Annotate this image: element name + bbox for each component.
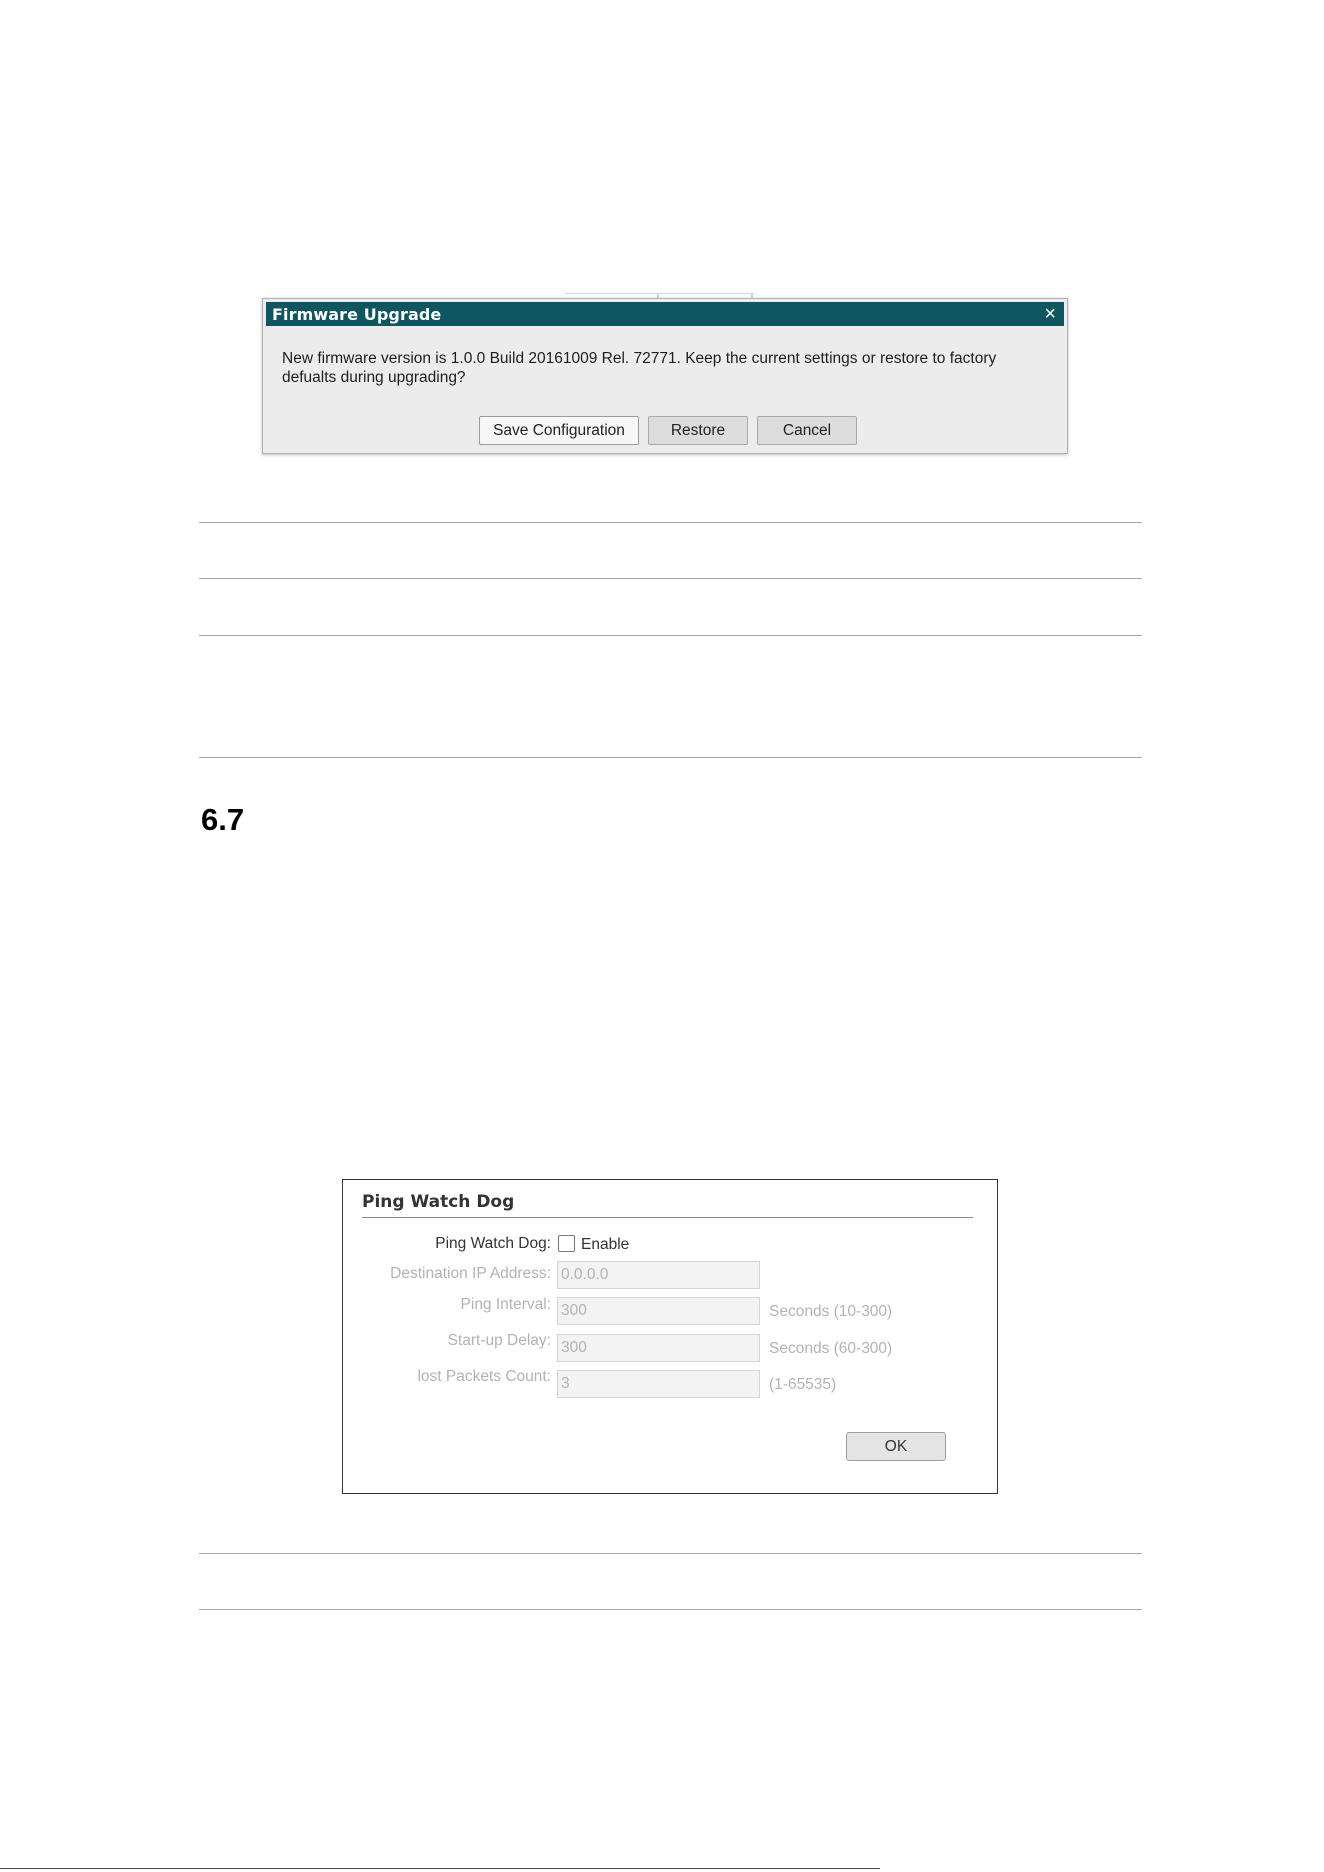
- ok-button[interactable]: OK: [846, 1432, 946, 1461]
- divider-rule: [199, 635, 1142, 636]
- enable-checkbox-label[interactable]: Enable: [581, 1236, 630, 1253]
- dialog-message: New firmware version is 1.0.0 Build 20161009 Rel. 72771. Keep the current settings or restore to factory defualts during upgrading?: [282, 350, 997, 386]
- lost-packets-hint: (1-65535): [769, 1376, 837, 1393]
- ping-interval-label: Ping Interval:: [460, 1296, 551, 1313]
- save-configuration-button[interactable]: Save Configuration: [479, 416, 639, 445]
- divider-rule: [199, 757, 1142, 758]
- startup-delay-input[interactable]: [557, 1334, 760, 1362]
- divider-rule: [199, 578, 1142, 579]
- panel-title: Ping Watch Dog: [362, 1192, 515, 1212]
- lost-packets-label: lost Packets Count:: [417, 1368, 551, 1385]
- ping-interval-hint: Seconds (10-300): [769, 1303, 893, 1320]
- footer-rule: [0, 1868, 880, 1869]
- divider-rule: [199, 522, 1142, 523]
- restore-button[interactable]: Restore: [648, 416, 748, 445]
- startup-delay-label: Start-up Delay:: [447, 1332, 551, 1349]
- divider-rule: [199, 1553, 1142, 1554]
- enable-checkbox[interactable]: [558, 1235, 575, 1252]
- panel-title-divider: [362, 1217, 973, 1218]
- startup-delay-hint: Seconds (60-300): [769, 1340, 893, 1357]
- ping-watchdog-panel: [342, 1179, 998, 1494]
- destination-ip-input[interactable]: [557, 1261, 760, 1289]
- dialog-title: Firmware Upgrade: [272, 305, 442, 324]
- firmware-upgrade-dialog: [262, 298, 1068, 454]
- ping-watchdog-label: Ping Watch Dog:: [435, 1235, 551, 1252]
- dialog-header: [266, 302, 1064, 326]
- close-icon[interactable]: ×: [1044, 303, 1056, 325]
- ping-interval-input[interactable]: [557, 1297, 760, 1325]
- destination-ip-label: Destination IP Address:: [390, 1265, 551, 1282]
- cancel-button[interactable]: Cancel: [757, 416, 857, 445]
- section-heading-number: 6.7: [201, 802, 245, 837]
- lost-packets-input[interactable]: [557, 1370, 760, 1398]
- divider-rule: [199, 1609, 1142, 1610]
